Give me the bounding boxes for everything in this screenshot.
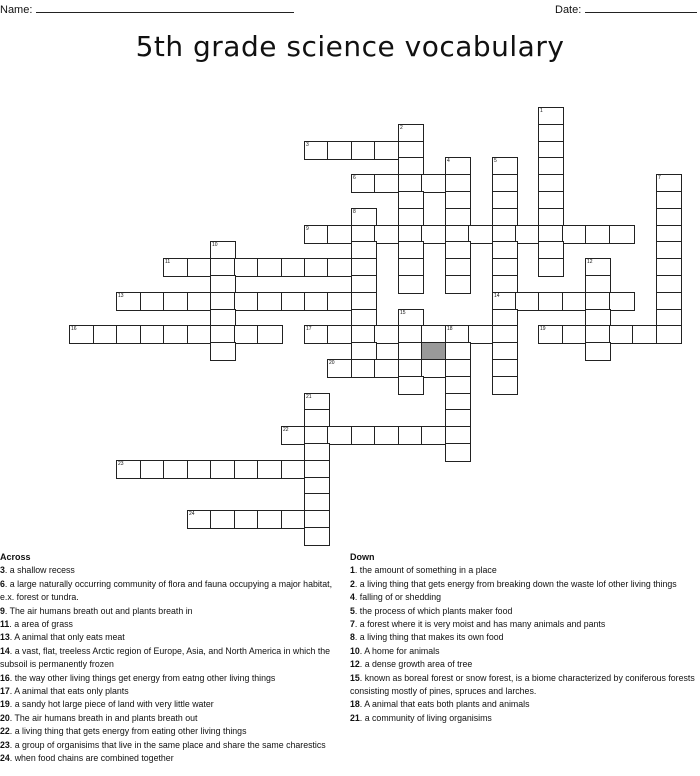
clue-text: a living thing that gets energy from breaking down the waste lof other living things <box>359 578 677 589</box>
grid-cell[interactable] <box>327 426 353 445</box>
across-clue: 19. a sandy hot large piece of land with very little water <box>0 699 214 710</box>
across-clue: 6. a large naturally occurring community of flora and fauna occupying a major habitat, e.x. forest or tundra. <box>0 578 333 603</box>
down-clues <box>350 551 700 725</box>
date-label: Date: <box>555 4 582 16</box>
clue-text: The air humans breath in and plants breath out <box>14 712 198 723</box>
clue-number: 18 <box>447 326 453 332</box>
grid-cell[interactable] <box>374 141 400 160</box>
clue-text: the amount of something in a place <box>359 565 497 576</box>
clue-number: 19 <box>0 699 10 710</box>
clue-number: 8 <box>350 632 355 643</box>
grid-cell[interactable] <box>257 460 283 479</box>
grid-cell[interactable] <box>585 225 611 244</box>
clue-text: a community of living organisims <box>364 712 492 723</box>
grid-cell[interactable] <box>327 292 353 311</box>
clue-number: 5 <box>494 158 497 164</box>
grid-cell[interactable] <box>398 376 424 395</box>
grid-cell[interactable] <box>374 359 400 378</box>
across-clue: 3. a shallow recess <box>0 565 75 576</box>
clue-text: falling of or shedding <box>359 592 441 603</box>
down-heading: Down <box>350 552 375 562</box>
clue-text: the process of which plants maker food <box>359 605 513 616</box>
clue-number: 7 <box>350 619 355 630</box>
across-clue: 9. The air humans breath out and plants breath in <box>0 605 193 616</box>
clue-number: 5 <box>350 605 355 616</box>
grid-cell[interactable] <box>374 325 400 344</box>
clue-text: the way other living things get energy from eatng other living things <box>14 672 276 683</box>
clue-number: 14 <box>0 645 10 656</box>
clue-number: 22 <box>283 427 289 433</box>
across-clue: 17. A animal that eats only plants <box>0 686 129 697</box>
clue-number: 9 <box>306 226 309 232</box>
across-clue: 20. The air humans breath in and plants breath out <box>0 712 198 723</box>
across-clue: 24. when food chains are combined together <box>0 753 174 764</box>
grid-cell[interactable] <box>327 258 353 277</box>
grid-cell[interactable] <box>210 460 236 479</box>
clue-number: 22 <box>0 726 10 737</box>
clue-text: a living thing that makes its own food <box>359 632 504 643</box>
clue-text: a area of grass <box>14 619 73 630</box>
grid-cell[interactable] <box>69 325 95 344</box>
grid-cell[interactable] <box>374 174 400 193</box>
grid-cell[interactable] <box>421 174 447 193</box>
grid-cell[interactable] <box>210 342 236 361</box>
down-clue: 1. the amount of something in a place <box>350 565 497 576</box>
down-clue: 10. A home for animals <box>350 645 440 656</box>
clue-number: 4 <box>447 158 450 164</box>
across-clue: 22. a living thing that gets energy from eating other living things <box>0 726 247 737</box>
clue-number: 20 <box>329 360 335 366</box>
grid-cell[interactable] <box>116 460 142 479</box>
grid-cell[interactable] <box>210 510 236 529</box>
down-clue: 7. a forest where it is very moist and has many animals and pants <box>350 619 606 630</box>
clue-number: 12 <box>350 659 360 670</box>
across-clues <box>0 551 340 766</box>
clue-number: 3 <box>306 142 309 148</box>
clue-number: 23 <box>0 739 10 750</box>
clue-number: 17 <box>306 326 312 332</box>
down-clue: 12. a dense growth area of tree <box>350 659 473 670</box>
clue-text: a vast, flat, treeless Arctic region of Europe, Asia, and North America in which the subsoil is permanently frozen <box>0 645 331 670</box>
grid-cell[interactable] <box>374 225 400 244</box>
clue-number: 2 <box>350 578 355 589</box>
clue-number: 12 <box>587 259 593 265</box>
grid-cell[interactable] <box>656 325 682 344</box>
clue-text: when food chains are combined together <box>14 753 174 764</box>
clue-number: 21 <box>306 394 312 400</box>
clue-number: 1 <box>350 565 355 576</box>
grid-cell[interactable] <box>468 225 494 244</box>
clue-text: a living thing that gets energy from eating other living things <box>14 726 247 737</box>
clue-number: 13 <box>0 632 10 643</box>
clue-text: A animal that eats both plants and animals <box>364 699 530 710</box>
page-title: 5th grade science vocabulary <box>135 30 565 63</box>
grid-cell[interactable] <box>257 510 283 529</box>
across-clue: 13. A animal that only eats meat <box>0 632 125 643</box>
clue-number: 9 <box>0 605 5 616</box>
grid-cell[interactable] <box>538 258 564 277</box>
grid-cell[interactable] <box>538 325 564 344</box>
down-clue: 2. a living thing that gets energy from breaking down the waste lof other living things <box>350 578 677 589</box>
down-clue: 4. falling of or shedding <box>350 592 441 603</box>
grid-cell[interactable] <box>468 325 494 344</box>
clue-text: a shallow recess <box>9 565 75 576</box>
across-clue: 11. a area of grass <box>0 619 73 630</box>
grid-cell[interactable] <box>398 275 424 294</box>
grid-cell[interactable] <box>585 342 611 361</box>
grid-cell[interactable] <box>327 141 353 160</box>
clue-text: The air humans breath out and plants breath in <box>9 605 193 616</box>
grid-cell[interactable] <box>327 359 353 378</box>
grid-cell[interactable] <box>632 325 658 344</box>
clue-text: known as boreal forest or snow forest, is a biome characterized by coniferous forests consisting mostly of pines, spruces and larches. <box>350 672 695 697</box>
grid-cell[interactable] <box>257 258 283 277</box>
grid-cell[interactable] <box>421 426 447 445</box>
across-heading: Across <box>0 552 31 562</box>
grid-cell[interactable] <box>116 292 142 311</box>
grid-cell[interactable] <box>538 292 564 311</box>
clue-number: 10 <box>212 242 218 248</box>
grid-cell[interactable] <box>445 443 471 462</box>
clue-number: 24 <box>0 753 10 764</box>
clue-text: a sandy hot large piece of land with very little water <box>14 699 214 710</box>
across-clue: 23. a group of organisims that live in the same place and share the same charestics <box>0 739 326 750</box>
across-clue: 16. the way other living things get energy from eatng other living things <box>0 672 276 683</box>
grid-cell[interactable] <box>163 292 189 311</box>
clue-text: A home for animals <box>364 645 440 656</box>
clue-text: A animal that only eats meat <box>14 632 125 643</box>
down-clue: 21. a community of living organisims <box>350 712 492 723</box>
grid-cell[interactable] <box>163 460 189 479</box>
clue-number: 23 <box>118 461 124 467</box>
clue-number: 6 <box>0 578 5 589</box>
clue-number: 1 <box>540 108 543 114</box>
clue-number: 15 <box>400 310 406 316</box>
grid-cell[interactable] <box>304 527 330 546</box>
clue-number: 14 <box>494 293 500 299</box>
clue-number: 10 <box>350 645 360 656</box>
grid-cell[interactable] <box>327 225 353 244</box>
clue-number: 4 <box>350 592 355 603</box>
down-clue: 18. A animal that eats both plants and animals <box>350 699 530 710</box>
down-clue: 8. a living thing that makes its own food <box>350 632 504 643</box>
grid-cell[interactable] <box>374 426 400 445</box>
down-clue: 5. the process of which plants maker food <box>350 605 513 616</box>
grid-cell[interactable] <box>421 225 447 244</box>
clue-text: a group of organisims that live in the same place and share the same charestics <box>14 739 326 750</box>
grid-cell[interactable] <box>257 292 283 311</box>
grid-cell[interactable] <box>163 325 189 344</box>
clue-number: 19 <box>540 326 546 332</box>
clue-number: 17 <box>0 686 10 697</box>
grid-cell[interactable] <box>421 359 447 378</box>
clue-number: 15 <box>350 672 360 683</box>
across-clue: 14. a vast, flat, treeless Arctic region of Europe, Asia, and North America in which the subsoil is permanently frozen <box>0 645 331 670</box>
clue-number: 16 <box>0 672 10 683</box>
clue-number: 3 <box>0 565 5 576</box>
grid-cell[interactable] <box>492 376 518 395</box>
grid-cell[interactable] <box>609 292 635 311</box>
down-clue: 15. known as boreal forest or snow forest, is a biome characterized by coniferous forests consisting mostly of pines, spruces and larches. <box>350 672 695 697</box>
grid-cell[interactable] <box>609 225 635 244</box>
grid-cell[interactable] <box>116 325 142 344</box>
clue-number: 20 <box>0 712 10 723</box>
clue-number: 21 <box>350 712 360 723</box>
clue-text: a forest where it is very moist and has many animals and pants <box>359 619 606 630</box>
clue-number: 2 <box>400 125 403 131</box>
clue-text: a large naturally occurring community of flora and fauna occupying a major habitat, e.x. forest or tundra. <box>0 578 333 603</box>
clue-number: 24 <box>189 511 195 517</box>
grid-cell[interactable] <box>445 275 471 294</box>
clue-number: 11 <box>165 259 171 265</box>
clue-number: 16 <box>71 326 77 332</box>
clue-number: 18 <box>350 699 360 710</box>
clue-number: 7 <box>658 175 661 181</box>
name-label: Name: <box>0 4 33 16</box>
clue-number: 11 <box>0 619 10 630</box>
grid-cell[interactable] <box>163 258 189 277</box>
clue-text: a dense growth area of tree <box>364 659 473 670</box>
clue-number: 6 <box>353 175 356 181</box>
grid-cell[interactable] <box>257 325 283 344</box>
grid-cell[interactable] <box>327 325 353 344</box>
clue-number: 8 <box>353 209 356 215</box>
clue-number: 13 <box>118 293 124 299</box>
clue-text: A animal that eats only plants <box>14 686 129 697</box>
